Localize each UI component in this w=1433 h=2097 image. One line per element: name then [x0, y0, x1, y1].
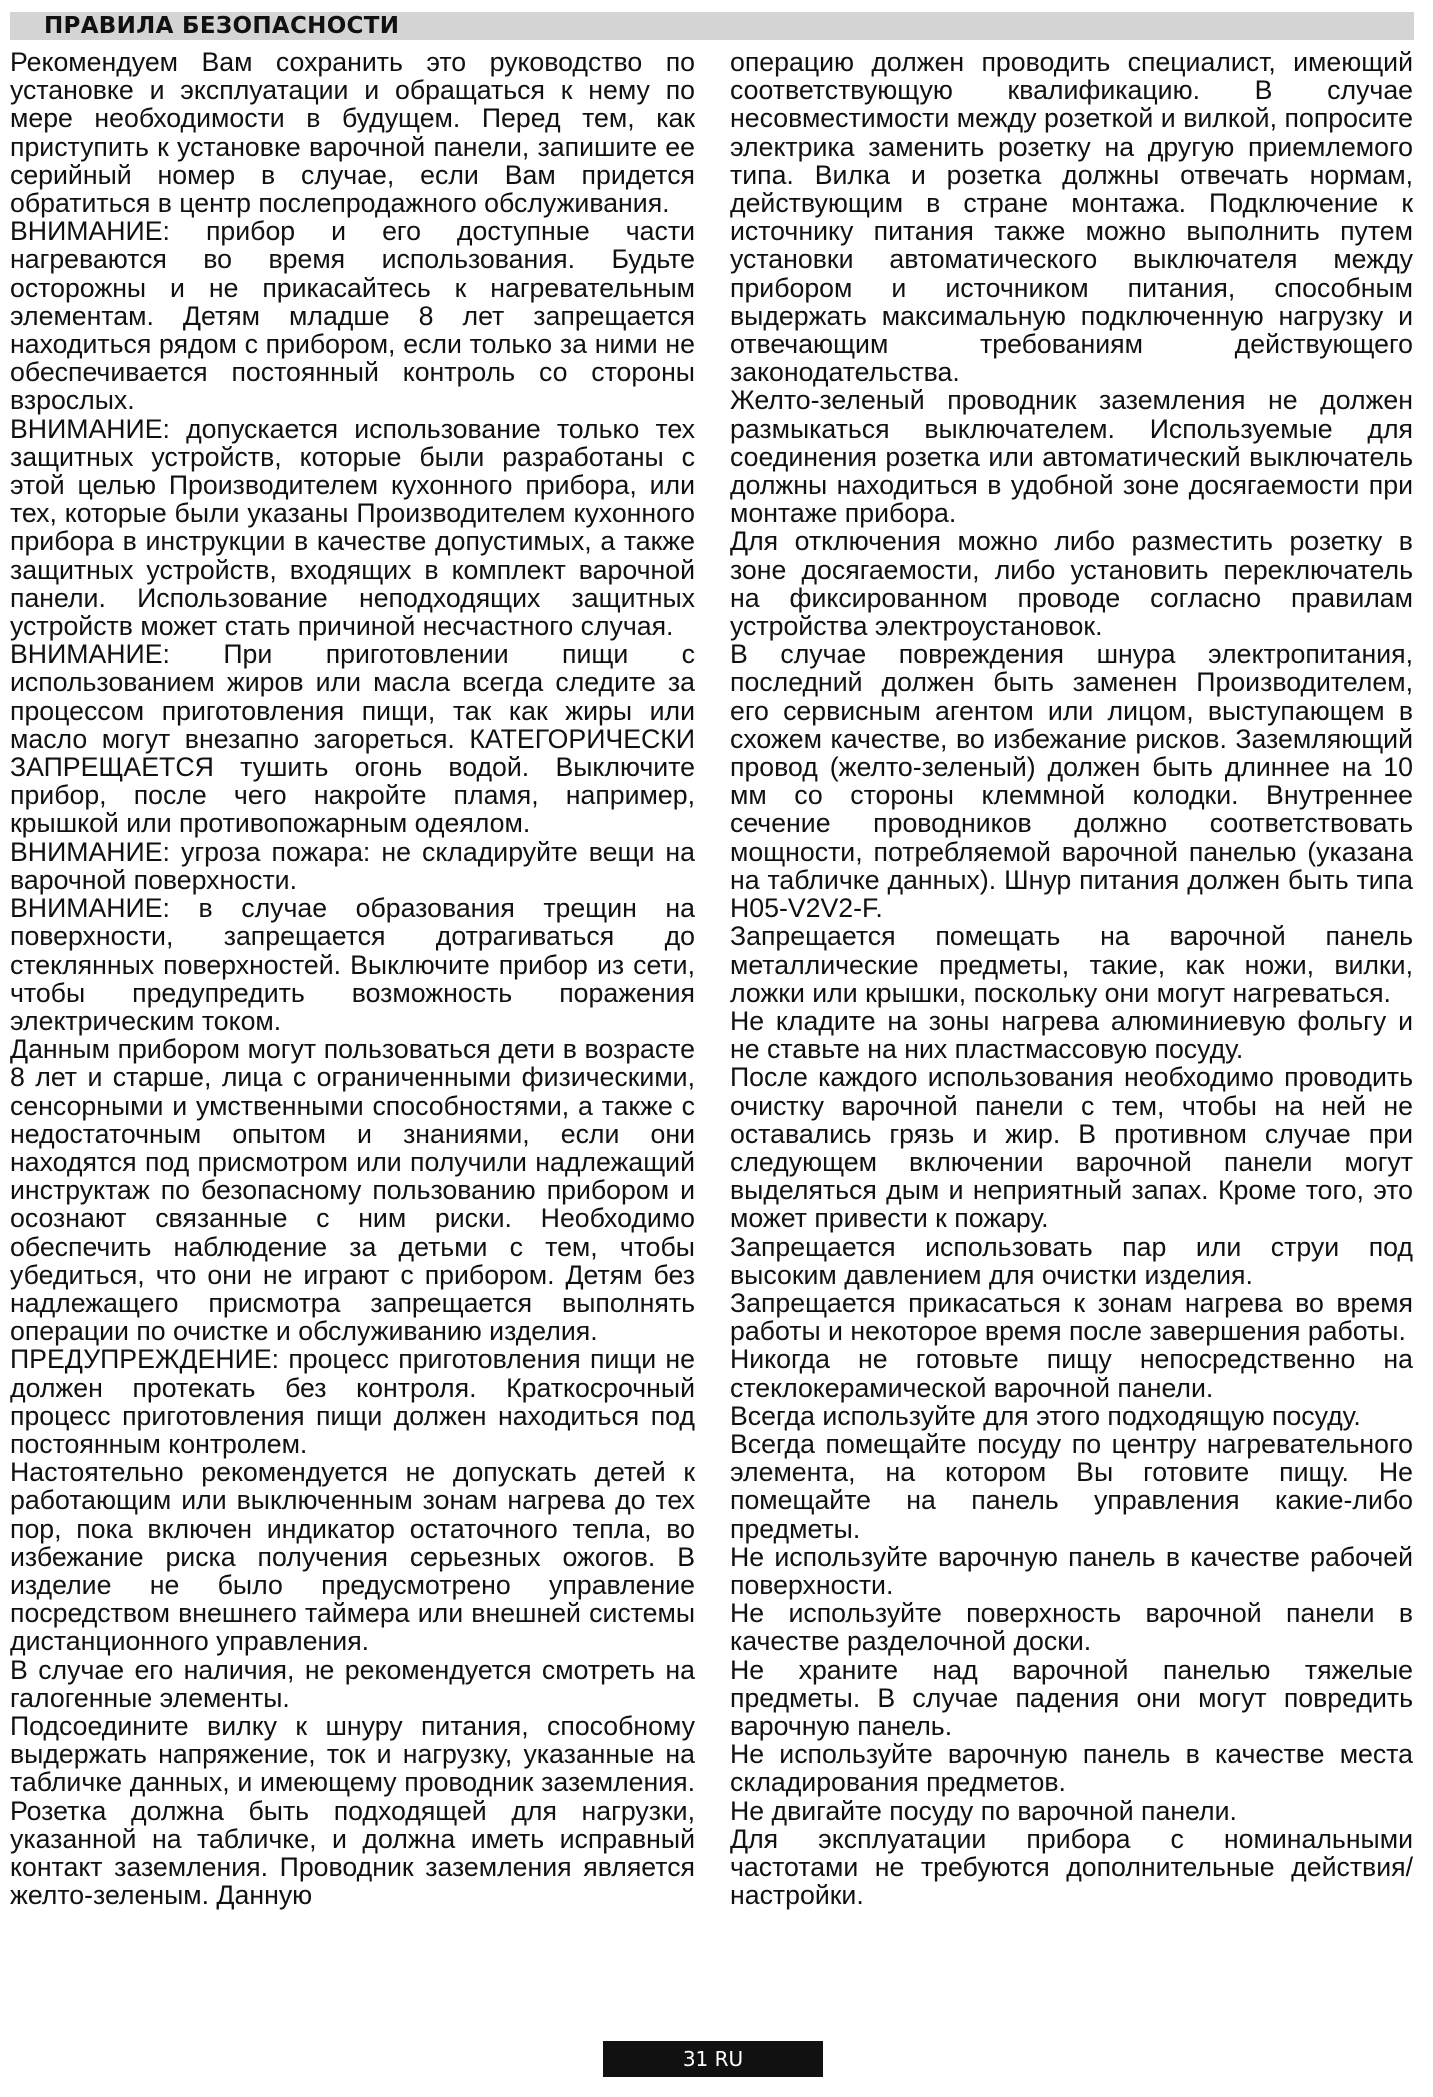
paragraph: ВНИМАНИЕ: При приготовлении пищи с использованием жиров или масла всегда следите за процессом приготовления пищи, так как жиры или масло могут внезапно загореться. КАТЕГОРИЧЕСКИ ЗАПРЕЩАЕТСЯ тушить огонь водой. Выключите прибор, после чего накройте пламя, например, крышкой или противопожарным одеялом. — [10, 639, 695, 839]
paragraph: ВНИМАНИЕ: допускается использование только тех защитных устройств, которые были разработаны с этой целью Производителем кухонного прибора, или тех, которые были указаны Производителем кухонного прибора в инструкции в качестве допустимых, а также защитных устройств, входящих в комплект варочной панели. Использование неподходящих защитных устройств может стать причиной несчастного случая. — [10, 413, 695, 642]
paragraph: После каждого использования необходимо проводить очистку варочной панели с тем, чтобы на ней не оставались грязь и жир. В противном случае при следующем включении варочной панели могут выделяться дым и неприятный запах. Кроме того, это может привести к пожару. — [730, 1062, 1413, 1234]
paragraph: Не используйте поверхность варочной панели в качестве разделочной доски. — [730, 1598, 1413, 1657]
right-text-column — [730, 48, 1413, 1909]
paragraph: Запрещается помещать на варочной панель металлические предметы, такие, как ножи, вилки, ложки или крышки, поскольку они могут нагреваться. — [730, 921, 1413, 1008]
paragraph: Настоятельно рекомендуется не допускать детей к работающим или выключенным зонам нагрева до тех пор, пока включен индикатор остаточного тепла, во избежание риска получения серьезных ожогов. В изделие не было предусмотрено управление посредством внешнего таймера или внешней системы дистанционного управления. — [10, 1457, 695, 1657]
paragraph: Рекомендуем Вам сохранить это руководство по установке и эксплуатации и обращаться к нему по мере необходимости в будущем. Перед тем, как приступить к установке варочной панели, запишите ее серийный номер в случае, если Вам придется обратиться в центр послепродажного обслуживания. — [10, 47, 695, 219]
section-title: ПРАВИЛА БЕЗОПАСНОСТИ — [44, 13, 400, 39]
paragraph: Запрещается использовать пар или струи под высоким давлением для очистки изделия. — [730, 1231, 1413, 1290]
paragraph: ВНИМАНИЕ: в случае образования трещин на поверхности, запрещается дотрагиваться до стеклянных поверхностей. Выключите прибор из сети, чтобы предупредить возможность поражения электрическим током. — [10, 893, 695, 1036]
paragraph: Не храните над варочной панелью тяжелые предметы. В случае падения они могут повредить варочную панель. — [730, 1654, 1413, 1741]
page-number: 31 RU — [682, 2047, 744, 2071]
section-header-bar — [10, 12, 1414, 40]
paragraph: ВНИМАНИЕ: прибор и его доступные части нагреваются во время использования. Будьте осторожны и не прикасайтесь к нагревательным элементам. Детям младше 8 лет запрещается находиться рядом с прибором, если только за ними не обеспечивается постоянный контроль со стороны взрослых. — [10, 216, 695, 416]
paragraph: Не двигайте посуду по варочной панели. — [730, 1795, 1237, 1826]
paragraph: В случае повреждения шнура электропитания, последний должен быть заменен Производителем, его сервисным агентом или лицом, выступающем в схожем качестве, во избежание рисков. Заземляющий провод (желто-зеленый) должен быть длиннее на 10 мм со стороны клеммной колодки. Внутреннее сечение проводников должно соответствовать мощности, потребляемой варочной панелью (указана на табличке данных). Шнур питания должен быть типа H05-V2V2-F. — [730, 639, 1413, 924]
paragraph: Не кладите на зоны нагрева алюминиевую фольгу и не ставьте на них пластмассовую посуду. — [730, 1005, 1413, 1065]
paragraph: ПРЕДУПРЕЖДЕНИЕ: процесс приготовления пищи не должен протекать без контроля. Краткосрочный процесс приготовления пищи должен находиться под постоянным контролем. — [10, 1344, 695, 1459]
paragraph: Запрещается прикасаться к зонам нагрева во время работы и некоторое время после завершения работы. — [730, 1287, 1413, 1347]
paragraph: Для отключения можно либо разместить розетку в зоне досягаемости, либо установить переключатель на фиксированном проводе согласно правилам устройства электроустановок. — [730, 526, 1413, 642]
paragraph: Не используйте варочную панель в качестве места складирования предметов. — [730, 1739, 1413, 1798]
left-text-column — [10, 48, 695, 1909]
paragraph: ВНИМАНИЕ: угроза пожара: не складируйте вещи на варочной поверхности. — [10, 836, 695, 895]
paragraph: Подсоедините вилку к шнуру питания, способному выдержать напряжение, ток и нагрузку, указанные на табличке данных, и имеющему проводник заземления. Розетка должна быть подходящей для нагрузки, указанной на табличке, и должна иметь исправный контакт заземления. Проводник заземления является желто-зеленым. Данную — [10, 1710, 695, 1911]
page-number-badge — [603, 2041, 823, 2077]
paragraph: Всегда используйте для этого подходящую посуду. — [730, 1400, 1361, 1431]
paragraph: В случае его наличия, не рекомендуется смотреть на галогенные элементы. — [10, 1654, 695, 1713]
paragraph: Для эксплуатации прибора с номинальными частотами не требуются дополнительные действия/настройки. — [730, 1823, 1413, 1911]
paragraph: Никогда не готовьте пищу непосредственно на стеклокерамической варочной панели. — [730, 1344, 1413, 1403]
paragraph: Желто-зеленый проводник заземления не должен размыкаться выключателем. Используемые для соединения розетка или автоматический выключатель должны находиться в удобной зоне досягаемости при монтаже прибора. — [730, 385, 1413, 529]
paragraph: Данным прибором могут пользоваться дети в возрасте 8 лет и старше, лица с ограниченными физическими, сенсорными и умственными способностями, а также с недостаточным опытом и знаниями, если они находятся под присмотром или получили надлежащий инструктаж по безопасному пользованию прибором и осознают связанные с ним риски. Необходимо обеспечить наблюдение за детьми с тем, чтобы убедиться, что они не играют с прибором. Детям без надлежащего присмотра запрещается выполнять операции по очистке и обслуживанию изделия. — [10, 1034, 695, 1347]
paragraph: операцию должен проводить специалист, имеющий соответствующую квалификацию. В случае несовместимости между розеткой и вилкой, попросите электрика заменить розетку на другую приемлемого типа. Вилка и розетка должны отвечать нормам, действующим в стране монтажа. Подключение к источнику питания также можно выполнить путем установки автоматического выключателя между прибором и источником питания, способным выдержать максимальную подключенную нагрузку и отвечающим требованиям действующего законодательства. — [730, 47, 1413, 388]
paragraph: Всегда помещайте посуду по центру нагревательного элемента, на котором Вы готовите пищу. Не помещайте на панель управления какие-либо предметы. — [730, 1428, 1413, 1544]
paragraph: Не используйте варочную панель в качестве рабочей поверхности. — [730, 1541, 1413, 1600]
